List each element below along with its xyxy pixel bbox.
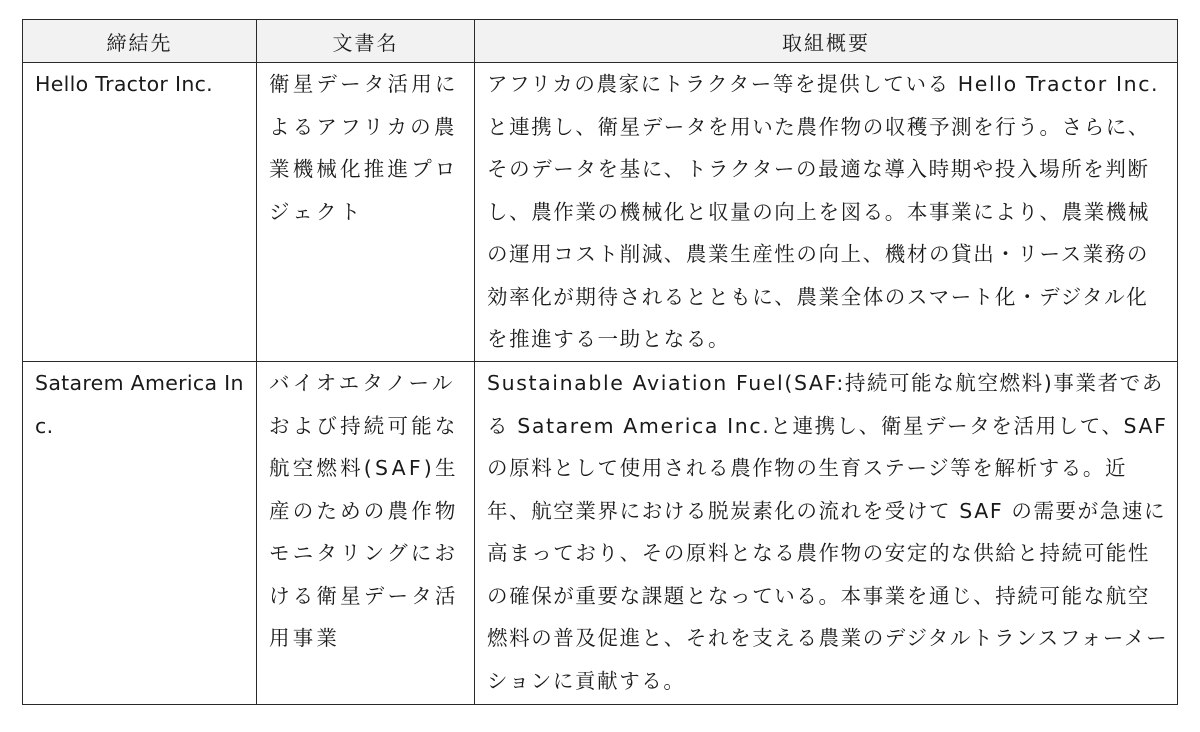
header-partner: 締結先 bbox=[23, 20, 257, 63]
table-row bbox=[23, 362, 1178, 705]
header-row bbox=[23, 20, 1178, 63]
document-page bbox=[22, 19, 1177, 705]
summary-cell: アフリカの農家にトラクター等を提供している Hello Tractor Inc.と連携し、衛星データを用いた農作物の収穫予測を行う。さらに、そのデータを基に、トラクターの最適な導入時期や投入場所を判断し、農作業の機械化と収量の向上を図る。本事業により、農業機械の運用コスト削減、農業生産性の向上、機材の貸出・リース業務の効率化が期待されるとともに、農業全体のスマート化・デジタル化を推進する一助となる。 bbox=[475, 63, 1178, 362]
header-summary: 取組概要 bbox=[475, 20, 1178, 63]
table-row bbox=[23, 63, 1178, 362]
document-name-cell: 衛星データ活用によるアフリカの農業機械化推進プロジェクト bbox=[257, 63, 475, 362]
partner-cell: Hello Tractor Inc. bbox=[23, 63, 257, 362]
document-name-cell: バイオエタノールおよび持続可能な航空燃料(SAF)生産のための農作物モニタリングにおける衛星データ活用事業 bbox=[257, 362, 475, 705]
table-header bbox=[23, 20, 1178, 63]
header-document-name: 文書名 bbox=[257, 20, 475, 63]
agreements-table bbox=[22, 19, 1178, 705]
table-body bbox=[23, 63, 1178, 705]
partner-cell: Satarem America Inc. bbox=[23, 362, 257, 705]
summary-cell: Sustainable Aviation Fuel(SAF:持続可能な航空燃料)事業者である Satarem America Inc.と連携し、衛星データを活用して、SAF の原料として使用される農作物の生育ステージ等を解析する。近年、航空業界における脱炭素化の流れを受けて SAF の需要が急速に高まっており、その原料となる農作物の安定的な供給と持続可能性の確保が重要な課題となっている。本事業を通じ、持続可能な航空燃料の普及促進と、それを支える農業のデジタルトランスフォーメーションに貢献する。 bbox=[475, 362, 1178, 705]
